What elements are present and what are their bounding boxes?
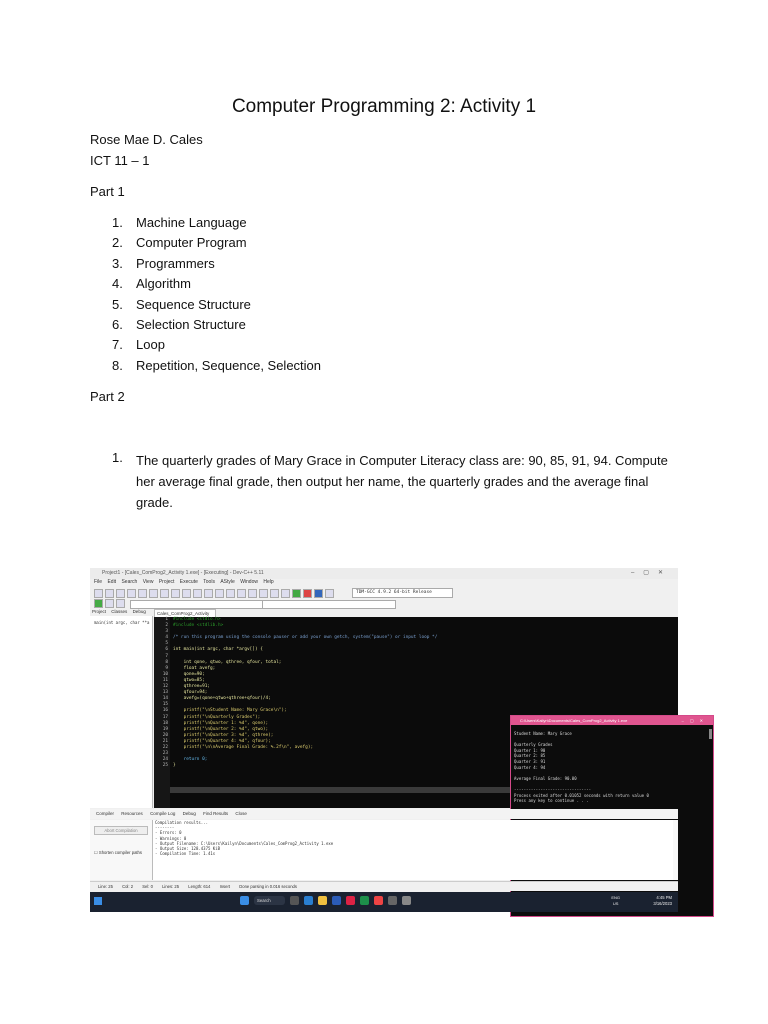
word-icon[interactable] (332, 896, 341, 905)
devcpp-icon[interactable] (402, 896, 411, 905)
bookmark-icon[interactable] (237, 589, 246, 598)
run-icon[interactable] (259, 589, 268, 598)
replace-icon[interactable] (193, 589, 202, 598)
tab-find-results[interactable]: Find Results (203, 811, 229, 816)
windows-taskbar (90, 892, 678, 912)
list-item: 3. Programmers (112, 255, 215, 271)
code-line: } (173, 763, 176, 769)
status-length: Length: 614 (188, 884, 211, 889)
code-line: printf("\nStudent Name: Mary Grace\n"); (173, 708, 287, 714)
menu-tools[interactable]: Tools (203, 579, 215, 585)
code-line: qone=90; (173, 671, 205, 677)
language-indicator[interactable]: ENG US (611, 895, 620, 906)
tab-close[interactable]: Close (235, 811, 247, 816)
part1-heading: Part 1 (90, 184, 125, 199)
code-line: float avefg; (173, 665, 216, 671)
compiler-select[interactable]: TDM-GCC 4.9.2 64-bit Release (352, 588, 453, 598)
function-select[interactable] (262, 600, 396, 609)
chrome-icon[interactable] (374, 896, 383, 905)
console-scrollbar[interactable] (709, 729, 712, 739)
tab-compiler[interactable]: Compiler (96, 811, 115, 816)
menu-file[interactable]: File (94, 579, 103, 585)
console-output: Student Name: Mary Grace Quarterly Grades Quarter 1: 90 Quarter 2: 85 Quarter 3: 91 Quarter 4: 94 Average Final Grade: 90.00 -------------------------------- Process exited after 0.01052 seconds with return value 0 Press any key to continue . . . (514, 731, 649, 804)
class-browser-icon[interactable] (116, 599, 125, 608)
window-titlebar (90, 568, 678, 579)
compile-log-controls (90, 820, 152, 880)
code-line: printf("\nQuarter 2: %d", qtwo); (173, 726, 269, 732)
abort-compilation-button[interactable]: Abort Compilation (94, 826, 148, 835)
window-title: Project1 - [Cales_ComProg2_Activity 1.exe] - [Executing] - Dev-C++ 5.11 (102, 570, 264, 576)
stop-icon[interactable] (303, 589, 312, 598)
code-line: printf("\nQuarter 3: %d", qthree); (173, 732, 274, 738)
powerpoint-icon[interactable] (346, 896, 355, 905)
tab-classes[interactable]: Classes (111, 609, 128, 614)
undo-icon[interactable] (160, 589, 169, 598)
code-line: int main(int argc, char *argv[]) { (173, 647, 263, 653)
menu-search[interactable]: Search (121, 579, 138, 585)
list-item: 2. Computer Program (112, 235, 247, 251)
console-title: C:\Users\Kailyn\Documents\Cales_ComProg2_Activity 1.exe (520, 718, 628, 723)
windows-icon[interactable] (240, 896, 249, 905)
list-item: 6. Selection Structure (112, 316, 246, 332)
open-icon[interactable] (105, 589, 114, 598)
code-line: #include <stdlib.h> (173, 623, 224, 629)
left-panel-tabs (92, 609, 150, 614)
save-all-icon[interactable] (127, 589, 136, 598)
close-file-icon[interactable] (138, 589, 147, 598)
author-name: Rose Mae D. Cales (90, 132, 203, 147)
menu-project[interactable]: Project (158, 579, 175, 585)
nav-forward-icon[interactable] (105, 599, 114, 608)
menu-help[interactable]: Help (263, 579, 274, 585)
profile-icon[interactable] (314, 589, 323, 598)
compile-icon[interactable] (248, 589, 257, 598)
excel-icon[interactable] (360, 896, 369, 905)
part2-question-number: 1. (112, 450, 123, 465)
console-titlebar (511, 716, 713, 725)
bottom-panel-tabs (90, 809, 678, 819)
code-line: int qone, qtwo, qthree, qfour, total; (173, 659, 282, 665)
code-line: printf("\n\nAverage Final Grade: %.2f\n", avefg); (173, 744, 314, 750)
redo-icon[interactable] (171, 589, 180, 598)
list-item: 1. Machine Language (112, 215, 247, 230)
start-icon[interactable] (94, 897, 102, 905)
code-line: return 0; (173, 757, 208, 763)
ide-screenshot (90, 568, 709, 912)
code-line: printf("\nQuarterly Grades"); (173, 714, 261, 720)
status-col: Col: 2 (122, 884, 134, 889)
tab-project[interactable]: Project (92, 609, 107, 614)
status-line: Line: 25 (98, 884, 113, 889)
tab-debug-bottom[interactable]: Debug (182, 811, 196, 816)
tab-compile-log[interactable]: Compile Log (150, 811, 176, 816)
source-code (173, 617, 437, 769)
status-mode: Insert (219, 884, 231, 889)
task-view-icon[interactable] (290, 896, 299, 905)
find-icon[interactable] (182, 589, 191, 598)
rebuild-icon[interactable] (281, 589, 290, 598)
clock[interactable]: 4:45 PM 3/16/2023 (653, 895, 672, 906)
status-bar (90, 881, 678, 891)
taskbar-search[interactable]: Search (254, 896, 285, 905)
nav-back-icon[interactable] (94, 599, 103, 608)
window-controls[interactable]: –▢✕ (630, 570, 672, 576)
status-parse: Done parsing in 0.016 seconds (239, 884, 297, 889)
code-line: qthree=91; (173, 684, 211, 690)
document-title: Computer Programming 2: Activity 1 (231, 96, 537, 117)
tab-debug[interactable]: Debug (132, 609, 146, 614)
debug-icon[interactable] (325, 589, 334, 598)
code-line: /* run this program using the console pauser or add your own getch, system("pause") or input loop */ (173, 635, 438, 641)
check-icon[interactable] (292, 589, 301, 598)
editor-file-tab[interactable]: Cales_ComProg2_Activity (154, 609, 216, 618)
section-label: ICT 11 – 1 (90, 153, 150, 168)
menu-window[interactable]: Window (240, 579, 258, 585)
line-number-gutter: 1 2 3 4 5 6 7 8 9 10 11 12 13 14 15 16 17 18 19 20 21 22 23 24 25 (154, 617, 170, 808)
indent-icon[interactable] (215, 589, 224, 598)
file-explorer-icon[interactable] (318, 896, 327, 905)
list-item: 5. Sequence Structure (112, 296, 251, 312)
menu-edit[interactable]: Edit (107, 579, 117, 585)
list-item: 7. Loop (112, 337, 165, 353)
code-line: avefg=(qone+qtwo+qthree+qfour)/4; (173, 696, 271, 702)
taskbar-apps (240, 896, 411, 905)
goto-icon[interactable] (204, 589, 213, 598)
menu-astyle[interactable]: AStyle (220, 579, 235, 585)
code-line: qfour=94; (173, 690, 208, 696)
shorten-paths-checkbox[interactable]: ☐ Shorten compiler paths (94, 850, 142, 855)
menu-bar (90, 579, 678, 587)
toolbar (94, 588, 334, 598)
code-line: #include <stdio.h> (173, 617, 221, 622)
part1-list (112, 213, 321, 376)
code-line: qtwo=85; (173, 677, 205, 683)
compile-log-output: Compilation results... -------- - Errors: 0 - Warnings: 0 - Output Filename: C:\Users\Kailyn\Documents\Cales_ComProg2_Activity 1.exe - Output Size: 128.4375 KiB - Compilation Time: 1.41s (152, 820, 673, 880)
code-editor[interactable] (154, 617, 709, 808)
code-line: printf("\nQuarter 4: %d", qfour); (173, 738, 271, 744)
part2-question-text: The quarterly grades of Mary Grace in Computer Literacy class are: 90, 85, 91, 94. Compute her average final grade, then output her name, the quarterly grades and the average final grade. (136, 453, 668, 510)
list-item: 4. Algorithm (112, 276, 191, 292)
print-icon[interactable] (149, 589, 158, 598)
part2-heading: Part 2 (90, 389, 125, 404)
edge-icon[interactable] (304, 896, 313, 905)
compile-run-icon[interactable] (270, 589, 279, 598)
class-browser (90, 616, 153, 808)
toolbar-secondary (94, 599, 125, 608)
status-sel: Sel: 0 (142, 884, 153, 889)
menu-execute[interactable]: Execute (179, 579, 198, 585)
tab-resources[interactable]: Resources (121, 811, 143, 816)
console-window-controls[interactable]: –▢✕ (681, 718, 709, 723)
app-icon[interactable] (388, 896, 397, 905)
save-icon[interactable] (116, 589, 125, 598)
compile-log-panel (90, 820, 678, 880)
code-line: printf("\nQuarter 1: %d", qone); (173, 720, 269, 726)
new-file-icon[interactable] (94, 589, 103, 598)
menu-view[interactable]: View (142, 579, 154, 585)
class-node-main[interactable]: main(int argc, char **a (94, 620, 150, 625)
list-item: 8. Repetition, Sequence, Selection (112, 357, 322, 373)
status-lines: Lines: 25 (162, 884, 180, 889)
unindent-icon[interactable] (226, 589, 235, 598)
